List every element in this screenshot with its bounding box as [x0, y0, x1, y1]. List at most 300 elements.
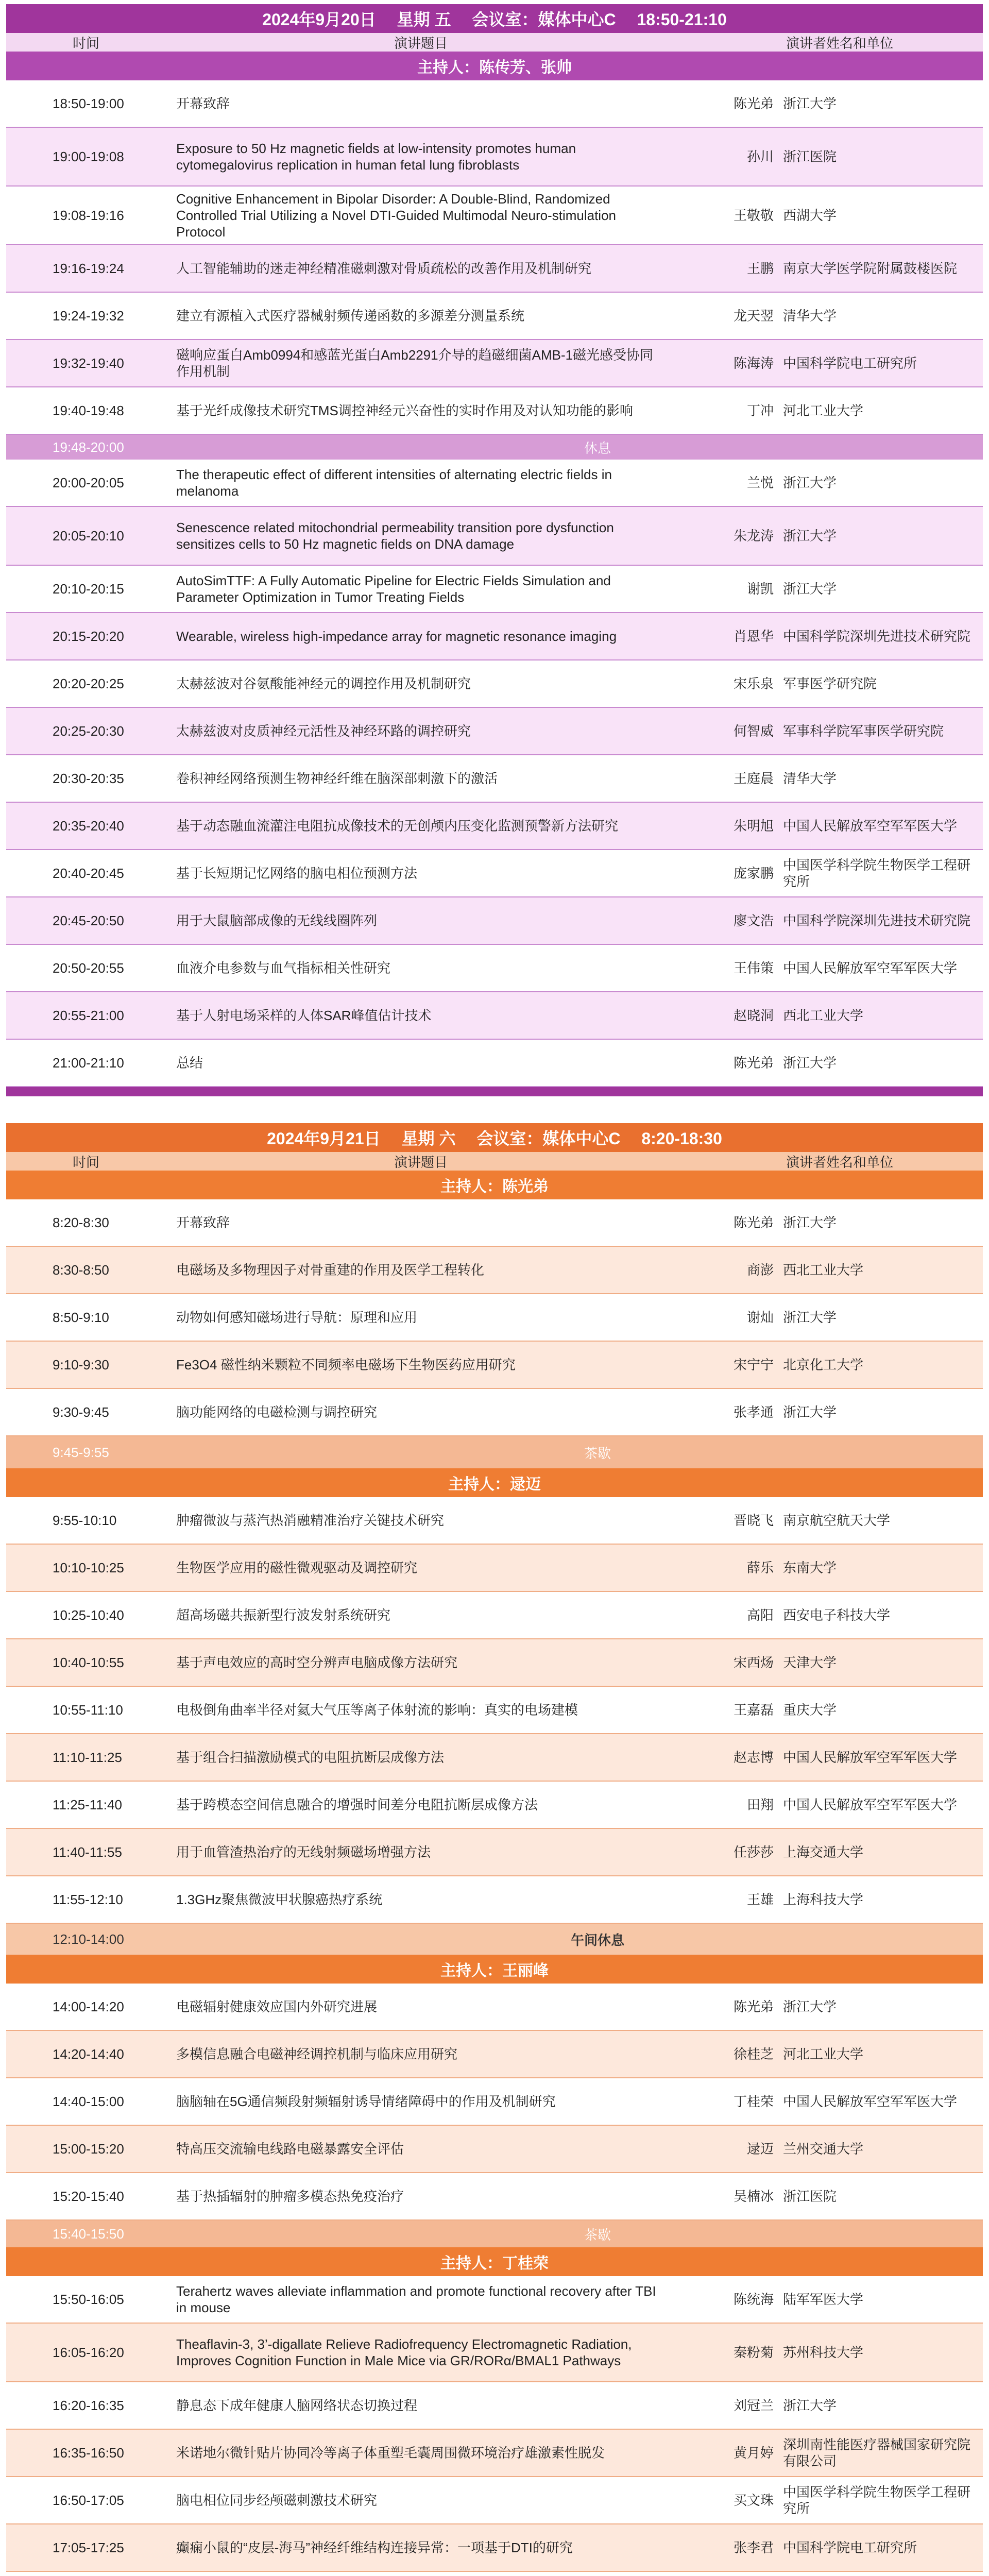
speaker-org: 南京大学医学院附属鼓楼医院 [783, 261, 958, 276]
row-topic: 生物医学应用的磁性微观驱动及调控研究 [176, 1560, 418, 1575]
speaker-name: 赵晓洞 [733, 1008, 774, 1023]
row-time: 10:40-10:55 [53, 1655, 124, 1670]
row-topic: 开幕致辞 [176, 1215, 230, 1230]
row-speaker [681, 507, 983, 565]
row-topic: 1.3GHz聚焦微波甲状腺癌热疗系统 [176, 1892, 383, 1907]
day2-session-c [6, 1984, 983, 2221]
row-time: 16:35-16:50 [53, 2445, 124, 2461]
row-time: 11:10-11:25 [53, 1750, 122, 1765]
row-time: 20:00-20:05 [53, 475, 124, 490]
speaker-org: 浙江医院 [783, 149, 837, 164]
row-speaker [681, 80, 983, 127]
row-time: 19:16-19:24 [53, 261, 124, 276]
schedule-row [6, 2031, 983, 2078]
schedule-row [6, 945, 983, 992]
speaker-org: 浙江大学 [783, 528, 837, 544]
row-speaker [681, 945, 983, 991]
speaker-org: 上海科技大学 [783, 1892, 864, 1907]
row-topic: 开幕致辞 [176, 96, 230, 111]
speaker-org: 军事医学研究院 [783, 676, 877, 691]
speaker-org: 深圳南性能医疗器械国家研究院有限公司 [783, 2437, 971, 2469]
speaker-org: 河北工业大学 [783, 403, 864, 418]
speaker-name: 陈光弟 [733, 1215, 774, 1230]
row-topic: 脑脑轴在5G通信频段射频辐射诱导情绪障碍中的作用及机制研究 [176, 2094, 556, 2109]
row-time: 14:00-14:20 [53, 1999, 124, 2014]
row-speaker [681, 1782, 983, 1828]
row-speaker [681, 2078, 983, 2125]
speaker-name: 陈光弟 [733, 1055, 774, 1071]
row-time: 19:32-19:40 [53, 355, 124, 371]
row-topic: The therapeutic effect of different intensities of alternating electric fields in melanoma [176, 467, 612, 499]
break-label: 休息 [584, 440, 611, 456]
row-time: 20:50-20:55 [53, 960, 124, 976]
schedule-row [6, 1592, 983, 1639]
day1-session-b [6, 460, 983, 1087]
speaker-org: 清华大学 [783, 771, 837, 786]
schedule-row [6, 1984, 983, 2031]
speaker-name: 宋乐泉 [733, 676, 774, 691]
row-time: 9:30-9:45 [53, 1404, 109, 1420]
schedule-row [6, 2430, 983, 2477]
schedule-row [6, 2477, 983, 2524]
row-topic: Theaflavin-3, 3’-digallate Relieve Radiofrequency Electromagnetic Radiation, Improves Cognition Function in Male Mice via GR/RORα/BMAL1 Pathways [176, 2336, 632, 2368]
row-speaker [681, 1639, 983, 1686]
row-time: 10:55-11:10 [53, 1702, 123, 1718]
speaker-name: 王鹏 [746, 261, 774, 276]
row-time: 8:30-8:50 [53, 1262, 109, 1278]
row-speaker [681, 660, 983, 707]
day1-column-headers [6, 33, 983, 52]
schedule-row [6, 2173, 983, 2221]
speaker-name: 谢凯 [746, 581, 774, 597]
schedule-row [6, 1294, 983, 1342]
row-topic: 太赫兹波对皮质神经元活性及神经环路的调控研究 [176, 723, 471, 739]
day2-host-2: 主持人：逯迈 [6, 1468, 983, 1497]
row-speaker [681, 1497, 983, 1544]
schedule-row [6, 1782, 983, 1829]
schedule-row [6, 128, 983, 187]
row-speaker [681, 2126, 983, 2172]
row-time: 9:55-10:10 [53, 1513, 117, 1528]
speaker-org: 天津大学 [783, 1655, 837, 1670]
day1-end-bar [6, 1087, 983, 1096]
speaker-org: 西北工业大学 [783, 1262, 864, 1278]
speaker-org: 中国科学院电工研究所 [783, 2540, 917, 2555]
row-speaker [681, 2524, 983, 2571]
row-time: 15:00-15:20 [53, 2141, 124, 2157]
row-topic: 米诺地尔微针贴片协同冷等离子体重塑毛囊周围微环境治疗雄激素性脱发 [176, 2445, 605, 2461]
speaker-org: 中国科学院深圳先进技术研究院 [783, 629, 971, 644]
row-time: 11:55-12:10 [53, 1892, 123, 1907]
row-time: 10:10-10:25 [53, 1560, 124, 1575]
schedule-row [6, 2078, 983, 2126]
schedule-row [6, 340, 983, 387]
schedule-row [6, 897, 983, 945]
row-time: 14:40-15:00 [53, 2094, 124, 2109]
speaker-name: 陈海涛 [733, 355, 774, 371]
row-speaker [681, 128, 983, 185]
speaker-name: 高阳 [746, 1607, 774, 1623]
schedule-row [6, 1687, 983, 1734]
speaker-org: 军事科学院军事医学研究院 [783, 723, 944, 739]
schedule-row [6, 1829, 983, 1876]
row-speaker [681, 1734, 983, 1781]
day1-session-a [6, 80, 983, 435]
schedule-row [6, 245, 983, 293]
row-topic: 基于声电效应的高时空分辨声电脑成像方法研究 [176, 1655, 458, 1670]
speaker-org: 西北工业大学 [783, 1008, 864, 1023]
speaker-name: 宋西炀 [733, 1655, 774, 1670]
row-topic: 用于大鼠脑部成像的无线线圈阵列 [176, 913, 378, 928]
row-speaker [681, 2173, 983, 2219]
speaker-name: 任莎莎 [733, 1844, 774, 1860]
schedule-row [6, 708, 983, 755]
row-time: 16:50-17:05 [53, 2493, 124, 2508]
column-header-speaker: 演讲者姓名和单位 [786, 35, 893, 51]
speaker-org: 中国人民解放军空军军医大学 [783, 1797, 958, 1812]
day2-session-b [6, 1497, 983, 1924]
row-speaker [681, 566, 983, 612]
row-topic: 太赫兹波对谷氨酸能神经元的调控作用及机制研究 [176, 676, 471, 691]
row-topic: 超高场磁共振新型行波发射系统研究 [176, 1607, 391, 1623]
speaker-name: 秦粉菊 [733, 2345, 774, 2360]
schedule-row [6, 80, 983, 128]
row-topic: 电磁场及多物理因子对骨重建的作用及医学工程转化 [176, 1262, 485, 1278]
speaker-org: 浙江大学 [783, 475, 837, 490]
row-topic: 脑电相位同步经颅磁刺激技术研究 [176, 2493, 378, 2508]
lunch-label: 午间休息 [570, 1932, 624, 1948]
speaker-org: 浙江大学 [783, 2398, 837, 2413]
row-time: 19:40-19:48 [53, 403, 124, 418]
schedule-row [6, 2572, 983, 2576]
row-speaker [681, 2382, 983, 2429]
schedule-row [6, 992, 983, 1040]
row-time: 15:20-15:40 [53, 2189, 124, 2204]
schedule-page [6, 0, 983, 2576]
speaker-org: 兰州交通大学 [783, 2141, 864, 2157]
speaker-name: 孙川 [746, 149, 774, 164]
day2-tea-break-2 [6, 2221, 983, 2247]
row-topic: 癫痫小鼠的“皮层-海马”神经纤维结构连接异常：一项基于DTI的研究 [176, 2540, 573, 2555]
lunch-time: 12:10-14:00 [53, 1931, 124, 1947]
row-speaker [681, 1876, 983, 1923]
schedule-row [6, 1497, 983, 1545]
speaker-org: 西湖大学 [783, 208, 837, 223]
column-header-time: 时间 [72, 35, 99, 51]
row-topic: 肿瘤微波与蒸汽热消融精准治疗关键技术研究 [176, 1513, 445, 1528]
row-speaker [681, 2324, 983, 2381]
speaker-org: 重庆大学 [783, 1702, 837, 1718]
row-time: 20:35-20:40 [53, 818, 124, 834]
speaker-name: 何智威 [733, 723, 774, 739]
row-speaker [681, 2430, 983, 2476]
schedule-row [6, 850, 983, 897]
speaker-org: 陆军军医大学 [783, 2292, 864, 2307]
row-speaker [681, 340, 983, 386]
row-time: 20:05-20:10 [53, 528, 124, 544]
day2-host-3: 主持人：王丽峰 [6, 1955, 983, 1984]
row-topic: 基于光纤成像技术研究TMS调控神经元兴奋性的实时作用及对认知功能的影响 [176, 403, 633, 418]
day1-schedule [6, 4, 983, 1096]
row-topic: 多模信息融合电磁神经调控机制与临床应用研究 [176, 2046, 458, 2062]
speaker-org: 浙江大学 [783, 1999, 837, 2014]
row-topic: 动物如何感知磁场进行导航：原理和应用 [176, 1310, 418, 1325]
row-topic: 卷积神经网络预测生物神经纤维在脑深部刺激下的激活 [176, 771, 498, 786]
row-time: 8:50-9:10 [53, 1310, 109, 1325]
row-time: 20:30-20:35 [53, 771, 124, 786]
schedule-row [6, 1734, 983, 1782]
speaker-org: 北京化工大学 [783, 1357, 864, 1372]
row-time: 20:10-20:15 [53, 581, 124, 597]
speaker-name: 王雄 [746, 1892, 774, 1907]
schedule-row [6, 1342, 983, 1389]
speaker-org: 浙江医院 [783, 2189, 837, 2204]
row-speaker [681, 187, 983, 244]
row-topic: Fe3O4 磁性纳米颗粒不同频率电磁场下生物医药应用研究 [176, 1357, 516, 1372]
schedule-row [6, 2324, 983, 2382]
row-time: 20:40-20:45 [53, 866, 124, 881]
speaker-org: 浙江大学 [783, 1404, 837, 1420]
speaker-org: 中国人民解放军空军军医大学 [783, 2094, 958, 2109]
row-speaker [681, 1199, 983, 1246]
row-speaker [681, 245, 983, 292]
speaker-name: 丁冲 [746, 403, 774, 418]
row-topic: 基于跨模态空间信息融合的增强时间差分电阻抗断层成像方法 [176, 1797, 538, 1812]
row-topic: 特高压交流输电线路电磁暴露安全评估 [176, 2141, 404, 2157]
row-time: 20:55-21:00 [53, 1008, 124, 1023]
day1-host: 主持人：陈传芳、张帅 [6, 52, 983, 80]
row-speaker [681, 2572, 983, 2576]
day2-host-4: 主持人：丁桂荣 [6, 2247, 983, 2276]
row-time: 20:15-20:20 [53, 629, 124, 644]
row-speaker [681, 613, 983, 659]
speaker-org: 清华大学 [783, 308, 837, 324]
row-topic: Terahertz waves alleviate inflammation and promote functional recovery after TBI in mouse [176, 2283, 656, 2315]
row-speaker [681, 897, 983, 944]
row-speaker [681, 1342, 983, 1388]
row-time: 20:45-20:50 [53, 913, 124, 928]
day2-host-1: 主持人：陈光弟 [6, 1171, 983, 1199]
row-time: 20:20-20:25 [53, 676, 124, 691]
speaker-name: 廖文浩 [733, 913, 774, 928]
schedule-row [6, 2126, 983, 2173]
schedule-row [6, 1876, 983, 1924]
speaker-org: 中国科学院电工研究所 [783, 355, 917, 371]
speaker-name: 陈光弟 [733, 96, 774, 111]
row-topic: 总结 [176, 1055, 203, 1071]
row-time: 9:10-9:30 [53, 1357, 109, 1372]
speaker-org: 浙江大学 [783, 581, 837, 597]
schedule-row [6, 1545, 983, 1592]
row-topic: 脑功能网络的电磁检测与调控研究 [176, 1404, 378, 1420]
speaker-org: 中国科学院深圳先进技术研究院 [783, 913, 971, 928]
speaker-name: 朱明旭 [733, 818, 774, 834]
row-speaker [681, 2276, 983, 2323]
row-topic: 基于人射电场采样的人体SAR峰值估计技术 [176, 1008, 432, 1023]
speaker-name: 丁桂荣 [733, 2094, 774, 2109]
speaker-org: 苏州科技大学 [783, 2345, 864, 2360]
speaker-org: 浙江大学 [783, 96, 837, 111]
schedule-row [6, 293, 983, 340]
schedule-row [6, 507, 983, 566]
day2-session-a [6, 1199, 983, 1436]
row-topic: 基于长短期记忆网络的脑电相位预测方法 [176, 866, 418, 881]
row-speaker [681, 460, 983, 506]
break-label: 茶歇 [584, 2227, 611, 2243]
break-label: 茶歇 [584, 1445, 611, 1461]
row-time: 21:00-21:10 [53, 1055, 124, 1071]
row-speaker [681, 1545, 983, 1591]
speaker-name: 龙天翌 [733, 308, 774, 324]
schedule-row [6, 2276, 983, 2324]
speaker-name: 刘冠兰 [733, 2398, 774, 2413]
day2-schedule [6, 1123, 983, 2576]
row-topic: 人工智能辅助的迷走神经精准磁刺激对骨质疏松的改善作用及机制研究 [176, 261, 592, 276]
day2-session-d [6, 2276, 983, 2576]
row-topic [166, 2572, 681, 2576]
row-speaker [681, 293, 983, 339]
speaker-org: 东南大学 [783, 1560, 837, 1575]
schedule-row [6, 566, 983, 613]
column-header-time: 时间 [72, 1154, 99, 1170]
schedule-row [6, 2524, 983, 2572]
schedule-row [6, 187, 983, 245]
schedule-row [6, 1199, 983, 1247]
row-time: 15:50-16:05 [53, 2292, 124, 2307]
row-time: 8:20-8:30 [53, 1215, 109, 1230]
row-speaker [681, 992, 983, 1039]
row-speaker [681, 2477, 983, 2523]
speaker-name: 商澎 [746, 1262, 774, 1278]
speaker-org: 西安电子科技大学 [783, 1607, 891, 1623]
row-speaker [681, 1687, 983, 1733]
speaker-name: 徐桂芝 [733, 2046, 774, 2062]
column-header-speaker: 演讲者姓名和单位 [786, 1154, 893, 1170]
row-speaker [681, 708, 983, 754]
speaker-name: 黄月婷 [733, 2445, 774, 2461]
speaker-org: 浙江大学 [783, 1055, 837, 1071]
row-topic: 血液介电参数与血气指标相关性研究 [176, 960, 391, 976]
speaker-name: 张李君 [733, 2540, 774, 2555]
row-topic: 电磁辐射健康效应国内外研究进展 [176, 1999, 378, 2014]
row-speaker [681, 1592, 983, 1638]
row-time: 10:25-10:40 [53, 1607, 124, 1623]
row-time: 19:08-19:16 [53, 208, 124, 223]
speaker-name: 张孝通 [733, 1404, 774, 1420]
speaker-name: 王伟策 [733, 960, 774, 976]
speaker-name: 王庭晨 [733, 771, 774, 786]
schedule-row [6, 1247, 983, 1294]
speaker-org: 上海交通大学 [783, 1844, 864, 1860]
speaker-name: 田翔 [746, 1797, 774, 1812]
speaker-name: 兰悦 [746, 475, 774, 490]
speaker-name: 赵志博 [733, 1750, 774, 1765]
row-time: 11:40-11:55 [53, 1844, 122, 1860]
speaker-org: 中国人民解放军空军军医大学 [783, 960, 958, 976]
speaker-name: 买文珠 [733, 2493, 774, 2508]
row-time: 18:50-19:00 [53, 96, 124, 111]
day2-column-headers [6, 1152, 983, 1171]
break-time: 9:45-9:55 [53, 1444, 109, 1460]
row-topic: 电极倒角曲率半径对氦大气压等离子体射流的影响：真实的电场建模 [176, 1702, 578, 1718]
speaker-name: 朱龙涛 [733, 528, 774, 544]
row-time: 11:25-11:40 [53, 1797, 122, 1812]
speaker-org: 河北工业大学 [783, 2046, 864, 2062]
speaker-org: 中国人民解放军空军军医大学 [783, 818, 958, 834]
row-speaker [681, 755, 983, 802]
row-time: 19:00-19:08 [53, 149, 124, 164]
row-topic: 磁响应蛋白Amb0994和感蓝光蛋白Amb2291介导的趋磁细菌AMB-1磁光感受协同作用机制 [176, 347, 654, 379]
row-speaker [681, 2031, 983, 2077]
schedule-row [6, 755, 983, 803]
row-time: 16:20-16:35 [53, 2398, 124, 2413]
row-speaker [681, 1984, 983, 2030]
row-speaker [681, 1829, 983, 1875]
speaker-name: 吴楠冰 [733, 2189, 774, 2204]
speaker-name: 王敬敬 [733, 208, 774, 223]
speaker-name: 肖恩华 [733, 629, 774, 644]
day1-break [6, 435, 983, 460]
row-topic: Senescence related mitochondrial permeability transition pore dysfunction sensitizes cells to 50 Hz magnetic fields on DNA damage [176, 520, 614, 552]
row-topic: Cognitive Enhancement in Bipolar Disorder: A Double-Blind, Randomized Controlled Trial Utilizing a Novel DTI-Guided Multimodal Neuro-stimulation Protocol [176, 191, 616, 240]
speaker-name: 陈光弟 [733, 1999, 774, 2014]
row-speaker [681, 1247, 983, 1293]
speaker-name: 晋晓飞 [733, 1513, 774, 1528]
day2-title: 2024年9月21日 星期 六 会议室：媒体中心C 8:20-18:30 [6, 1123, 983, 1152]
speaker-name: 陈统海 [733, 2292, 774, 2307]
row-topic: 基于动态融血流灌注电阻抗成像技术的无创颅内压变化监测预警新方法研究 [176, 818, 619, 834]
speaker-name: 薛乐 [746, 1560, 774, 1575]
day1-title: 2024年9月20日 星期 五 会议室：媒体中心C 18:50-21:10 [6, 4, 983, 33]
schedule-row [6, 387, 983, 435]
speaker-org: 中国医学科学院生物医学工程研究所 [783, 857, 971, 889]
row-speaker [681, 803, 983, 849]
break-time: 15:40-15:50 [53, 2226, 124, 2242]
speaker-name: 王嘉磊 [733, 1702, 774, 1718]
schedule-row [6, 1639, 983, 1687]
day2-lunch-break [6, 1924, 983, 1955]
row-speaker [681, 387, 983, 434]
speaker-org: 中国人民解放军空军军医大学 [783, 1750, 958, 1765]
row-time: 14:20-14:40 [53, 2046, 124, 2062]
row-topic: Wearable, wireless high-impedance array for magnetic resonance imaging [176, 629, 617, 644]
speaker-name: 逯迈 [746, 2141, 774, 2157]
row-topic: 用于血管渣热治疗的无线射频磁场增强方法 [176, 1844, 431, 1860]
row-speaker [681, 1040, 983, 1086]
row-time: 17:05-17:25 [53, 2540, 124, 2555]
schedule-row [6, 660, 983, 708]
speaker-name: 庞家鹏 [733, 866, 774, 881]
column-header-topic: 演讲题目 [394, 35, 448, 51]
speaker-org: 南京航空航天大学 [783, 1513, 891, 1528]
break-time: 19:48-20:00 [53, 439, 124, 455]
row-topic: 基于热插辐射的肿瘤多模态热免疫治疗 [176, 2189, 404, 2204]
row-topic: AutoSimTTF: A Fully Automatic Pipeline for Electric Fields Simulation and Parameter Optimization in Tumor Treating Fields [176, 573, 611, 605]
column-header-topic: 演讲题目 [394, 1154, 448, 1170]
schedule-row [6, 1389, 983, 1436]
schedule-row [6, 803, 983, 850]
row-speaker [681, 850, 983, 896]
schedule-row [6, 2382, 983, 2430]
schedule-row [6, 460, 983, 507]
row-time: 19:24-19:32 [53, 308, 124, 324]
row-time: 16:05-16:20 [53, 2345, 124, 2360]
row-topic: Exposure to 50 Hz magnetic fields at low-intensity promotes human cytomegalovirus replication in human fetal lung fibroblasts [176, 141, 576, 173]
speaker-name: 谢灿 [746, 1310, 774, 1325]
speaker-org: 中国医学科学院生物医学工程研究所 [783, 2484, 971, 2516]
speaker-org: 浙江大学 [783, 1215, 837, 1230]
speaker-name: 宋宁宁 [733, 1357, 774, 1372]
